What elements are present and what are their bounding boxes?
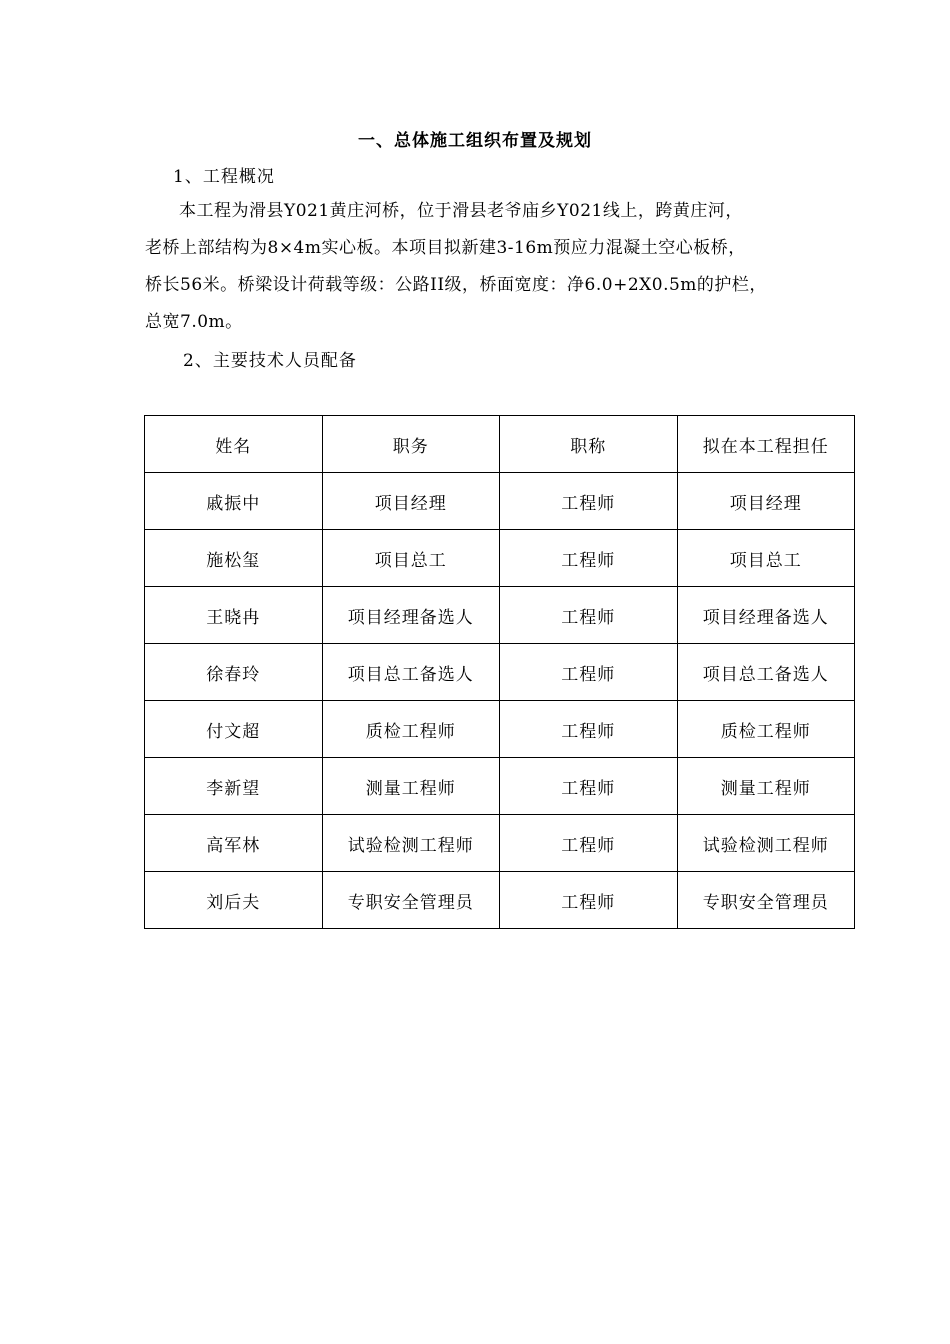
header-cell-name: 姓名 [145,416,323,473]
cell-name: 徐春玲 [145,644,323,701]
cell-name: 高军林 [145,815,323,872]
cell-title: 工程师 [500,872,678,929]
overview-line: 桥长56米。桥梁设计荷载等级：公路II级，桥面宽度：净6.0+2X0.5m的护栏， [145,275,767,295]
cell-position: 质检工程师 [322,701,500,758]
cell-role: 试验检测工程师 [677,815,855,872]
cell-role: 项目总工 [677,530,855,587]
section-heading-staff: 2、主要技术人员配备 [183,351,357,371]
cell-position: 试验检测工程师 [322,815,500,872]
cell-position: 项目总工 [322,530,500,587]
cell-name: 施松玺 [145,530,323,587]
header-cell-position: 职务 [322,416,500,473]
cell-position: 专职安全管理员 [322,872,500,929]
cell-role: 质检工程师 [677,701,855,758]
cell-role: 项目经理 [677,473,855,530]
header-cell-title: 职称 [500,416,678,473]
cell-title: 工程师 [500,815,678,872]
cell-title: 工程师 [500,701,678,758]
cell-position: 项目经理 [322,473,500,530]
table-row [145,815,855,872]
table-row [145,587,855,644]
cell-position: 测量工程师 [322,758,500,815]
table-row [145,530,855,587]
overview-line: 总宽7.0m。 [145,312,243,332]
table-header-row [145,416,855,473]
cell-name: 李新望 [145,758,323,815]
cell-name: 刘后夫 [145,872,323,929]
overview-paragraph [145,197,825,345]
table-row [145,701,855,758]
cell-role: 专职安全管理员 [677,872,855,929]
table-row [145,644,855,701]
section-heading-overview: 1、工程概况 [173,167,275,187]
overview-line: 老桥上部结构为8×4m实心板。本项目拟新建3-16m预应力混凝土空心板桥， [145,238,746,258]
overview-line: 本工程为滑县Y021黄庄河桥，位于滑县老爷庙乡Y021线上，跨黄庄河， [179,201,743,221]
cell-role: 项目总工备选人 [677,644,855,701]
table-row [145,872,855,929]
cell-position: 项目总工备选人 [322,644,500,701]
cell-title: 工程师 [500,530,678,587]
table-row [145,758,855,815]
staff-table [144,415,855,929]
cell-title: 工程师 [500,644,678,701]
cell-name: 付文超 [145,701,323,758]
page-title: 一、总体施工组织布置及规划 [358,131,592,151]
cell-name: 王晓冉 [145,587,323,644]
cell-title: 工程师 [500,587,678,644]
cell-title: 工程师 [500,473,678,530]
cell-title: 工程师 [500,758,678,815]
table-row [145,473,855,530]
header-cell-role: 拟在本工程担任 [677,416,855,473]
cell-role: 项目经理备选人 [677,587,855,644]
cell-position: 项目经理备选人 [322,587,500,644]
cell-name: 戚振中 [145,473,323,530]
cell-role: 测量工程师 [677,758,855,815]
